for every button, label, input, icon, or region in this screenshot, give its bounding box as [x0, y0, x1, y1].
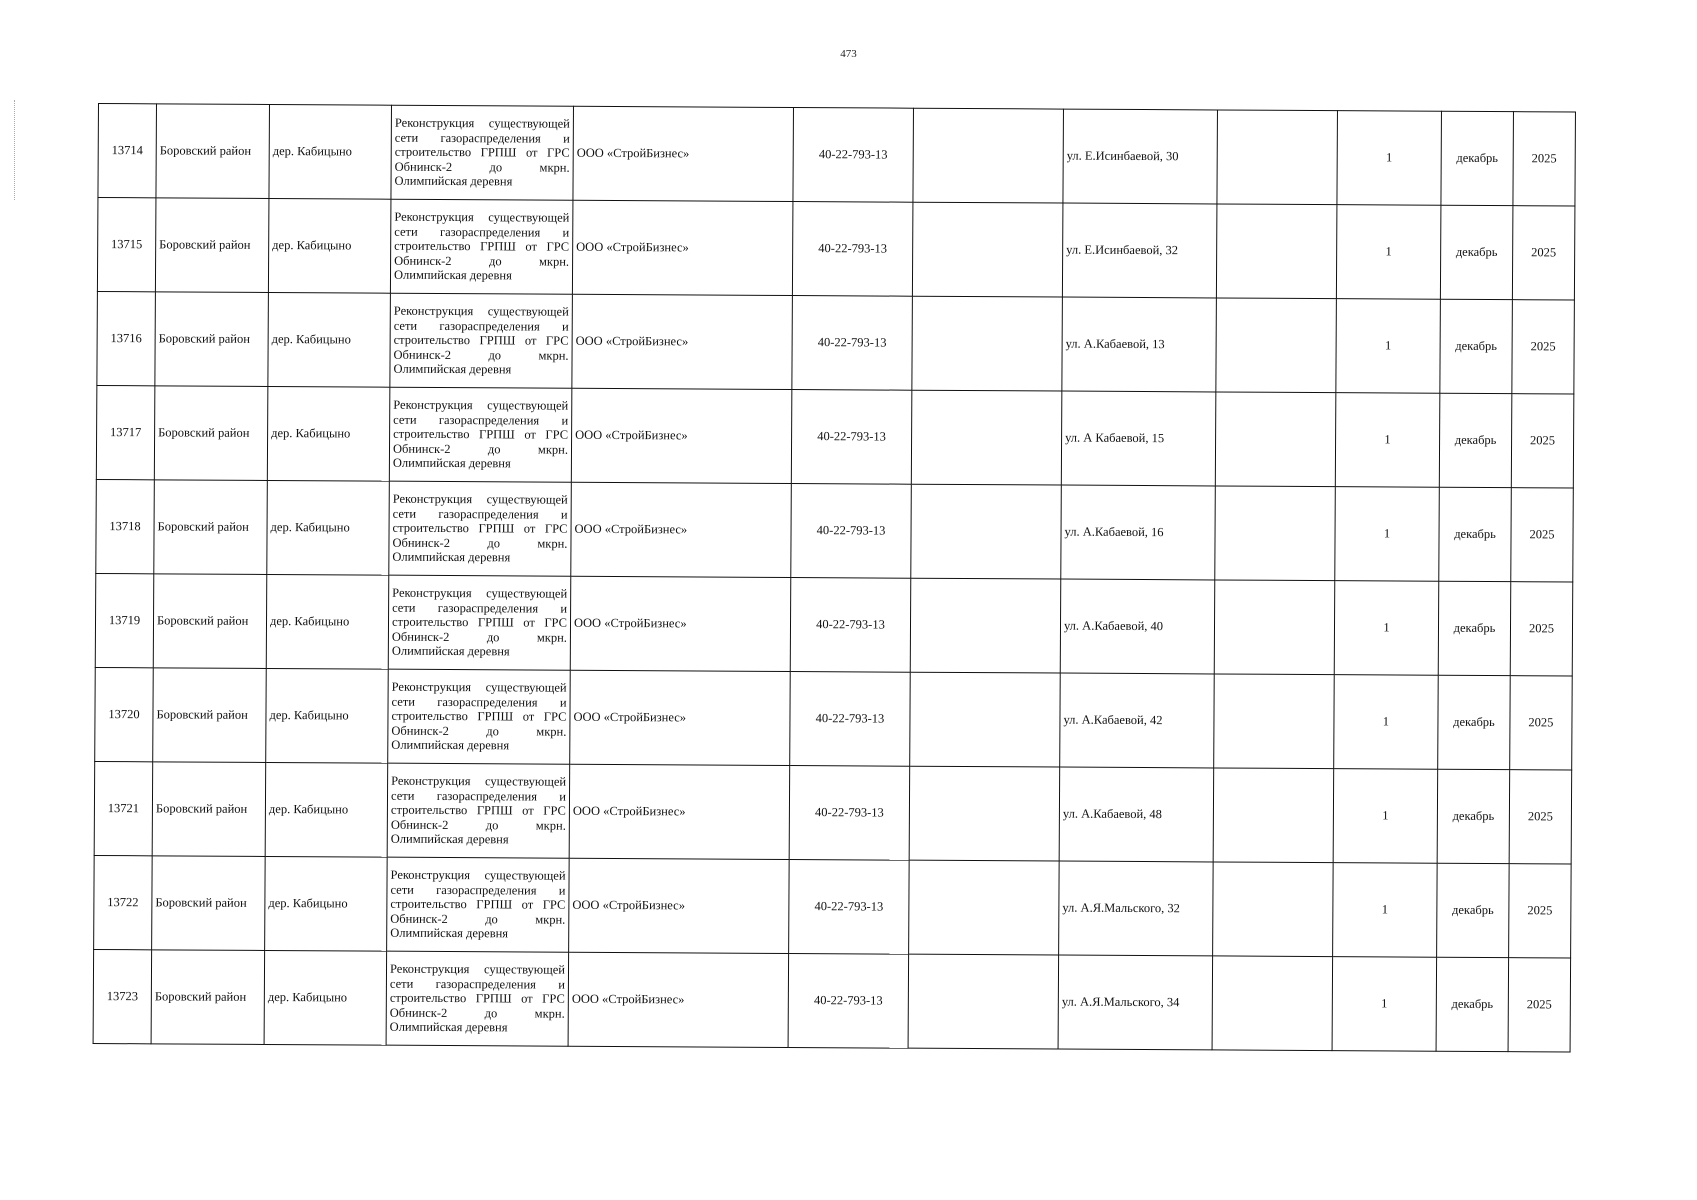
cell-id: 13716 [97, 291, 156, 385]
cell-organization: ООО «СтройБизнес» [572, 200, 793, 295]
cell-month: декабрь [1440, 299, 1513, 393]
cell-month: декабрь [1439, 393, 1512, 487]
cell-quantity: 1 [1332, 957, 1437, 1052]
cell-id: 13723 [93, 949, 152, 1043]
cell-quantity: 1 [1334, 581, 1439, 676]
cell-address: ул. А.Кабаевой, 48 [1059, 767, 1214, 862]
cell-organization: ООО «СтройБизнес» [572, 294, 793, 389]
cell-code: 40-22-793-13 [789, 859, 910, 954]
cell-village: дер. Кабицыно [269, 104, 392, 199]
cell-year: 2025 [1509, 770, 1572, 864]
table-row [93, 949, 1571, 1052]
cell-empty-b [1213, 862, 1334, 957]
cell-quantity: 1 [1335, 393, 1440, 488]
cell-district: Боровский район [154, 480, 268, 575]
cell-description: Реконструкция существующей сети газораспределения и строительство ГРПШ от ГРС Обнинск-2 до мкрн. Олимпийская деревня [391, 105, 574, 200]
cell-quantity: 1 [1334, 675, 1439, 770]
cell-empty-b [1215, 486, 1336, 581]
cell-id: 13715 [97, 198, 156, 292]
cell-empty-a [911, 484, 1062, 579]
cell-address: ул. А.Я.Мальского, 34 [1058, 955, 1213, 1050]
cell-district: Боровский район [151, 950, 265, 1045]
cell-district: Боровский район [155, 198, 269, 293]
cell-id: 13714 [98, 104, 157, 198]
cell-year: 2025 [1510, 582, 1573, 676]
cell-organization: ООО «СтройБизнес» [569, 764, 790, 859]
cell-month: декабрь [1438, 675, 1511, 769]
cell-village: дер. Кабицыно [265, 762, 388, 857]
cell-empty-a [910, 672, 1061, 767]
registry-table-container [93, 103, 1576, 1052]
cell-address: ул. А Кабаевой, 15 [1061, 391, 1216, 486]
cell-district: Боровский район [152, 856, 266, 951]
cell-village: дер. Кабицыно [266, 668, 389, 763]
table-row [97, 291, 1575, 394]
scan-margin-marks [14, 100, 17, 200]
cell-empty-a [913, 108, 1064, 203]
registry-table [93, 103, 1576, 1052]
cell-organization: ООО «СтройБизнес» [570, 670, 791, 765]
cell-district: Боровский район [155, 292, 269, 387]
cell-address: ул. А.Кабаевой, 16 [1061, 485, 1216, 580]
cell-village: дер. Кабицыно [268, 292, 391, 387]
cell-village: дер. Кабицыно [267, 386, 390, 481]
cell-description: Реконструкция существующей сети газораспределения и строительство ГРПШ от ГРС Обнинск-2 до мкрн. Олимпийская деревня [390, 199, 573, 294]
cell-description: Реконструкция существующей сети газораспределения и строительство ГРПШ от ГРС Обнинск-2 до мкрн. Олимпийская деревня [387, 763, 570, 858]
page-number: 473 [840, 48, 857, 60]
table-row [97, 198, 1575, 301]
cell-month: декабрь [1438, 581, 1511, 675]
cell-village: дер. Кабицыно [268, 198, 391, 293]
cell-organization: ООО «СтройБизнес» [573, 106, 794, 201]
cell-empty-b [1214, 674, 1335, 769]
cell-year: 2025 [1513, 112, 1576, 206]
cell-year: 2025 [1511, 394, 1574, 488]
cell-address: ул. Е.Исинбаевой, 32 [1062, 203, 1217, 298]
cell-id: 13717 [96, 385, 155, 479]
cell-empty-b [1216, 298, 1337, 393]
cell-district: Боровский район [156, 104, 270, 199]
cell-code: 40-22-793-13 [790, 671, 911, 766]
cell-code: 40-22-793-13 [792, 296, 913, 391]
cell-quantity: 1 [1337, 111, 1442, 206]
cell-organization: ООО «СтройБизнес» [571, 388, 792, 483]
cell-year: 2025 [1509, 864, 1572, 958]
cell-description: Реконструкция существующей сети газораспределения и строительство ГРПШ от ГРС Обнинск-2 до мкрн. Олимпийская деревня [388, 575, 571, 670]
cell-district: Боровский район [152, 762, 266, 857]
cell-empty-b [1216, 204, 1337, 299]
cell-village: дер. Кабицыно [264, 950, 387, 1045]
cell-village: дер. Кабицыно [267, 480, 390, 575]
cell-empty-a [909, 860, 1060, 955]
cell-description: Реконструкция существующей сети газораспределения и строительство ГРПШ от ГРС Обнинск-2 до мкрн. Олимпийская деревня [387, 857, 570, 952]
cell-description: Реконструкция существующей сети газораспределения и строительство ГРПШ от ГРС Обнинск-2 до мкрн. Олимпийская деревня [388, 669, 571, 764]
table-row [94, 761, 1572, 864]
cell-empty-b [1217, 110, 1338, 205]
cell-empty-b [1212, 956, 1333, 1051]
cell-quantity: 1 [1333, 863, 1438, 958]
cell-address: ул. А.Я.Мальского, 32 [1059, 861, 1214, 956]
cell-empty-a [912, 296, 1063, 391]
cell-id: 13721 [94, 761, 153, 855]
table-row [96, 385, 1574, 488]
cell-year: 2025 [1511, 488, 1574, 582]
cell-description: Реконструкция существующей сети газораспределения и строительство ГРПШ от ГРС Обнинск-2 до мкрн. Олимпийская деревня [386, 951, 569, 1046]
cell-code: 40-22-793-13 [791, 390, 912, 485]
cell-description: Реконструкция существующей сети газораспределения и строительство ГРПШ от ГРС Обнинск-2 до мкрн. Олимпийская деревня [390, 293, 573, 388]
cell-id: 13722 [94, 855, 153, 949]
cell-empty-a [909, 766, 1060, 861]
cell-empty-b [1215, 392, 1336, 487]
cell-month: декабрь [1437, 863, 1510, 957]
cell-empty-a [908, 954, 1059, 1049]
cell-empty-b [1213, 768, 1334, 863]
table-row [98, 104, 1576, 207]
cell-empty-a [912, 202, 1063, 297]
cell-year: 2025 [1510, 676, 1573, 770]
cell-month: декабрь [1437, 769, 1510, 863]
cell-district: Боровский район [154, 386, 268, 481]
cell-year: 2025 [1512, 206, 1575, 300]
cell-code: 40-22-793-13 [788, 953, 909, 1048]
cell-address: ул. А.Кабаевой, 40 [1060, 579, 1215, 674]
cell-organization: ООО «СтройБизнес» [569, 858, 790, 953]
cell-quantity: 1 [1333, 769, 1438, 864]
cell-quantity: 1 [1336, 205, 1441, 300]
table-row [95, 573, 1573, 676]
table-row [95, 667, 1573, 770]
cell-village: дер. Кабицыно [265, 856, 388, 951]
table-row [94, 855, 1572, 958]
cell-code: 40-22-793-13 [789, 765, 910, 860]
cell-village: дер. Кабицыно [266, 574, 389, 669]
cell-empty-a [910, 578, 1061, 673]
registry-rows [93, 104, 1575, 1052]
cell-year: 2025 [1508, 958, 1571, 1052]
cell-month: декабрь [1436, 957, 1509, 1051]
cell-id: 13718 [96, 479, 155, 573]
cell-code: 40-22-793-13 [793, 108, 914, 203]
cell-year: 2025 [1512, 300, 1575, 394]
cell-district: Боровский район [153, 668, 267, 763]
cell-quantity: 1 [1335, 487, 1440, 582]
cell-month: декабрь [1439, 487, 1512, 581]
cell-quantity: 1 [1336, 299, 1441, 394]
cell-id: 13719 [95, 573, 154, 667]
cell-code: 40-22-793-13 [790, 577, 911, 672]
cell-address: ул. А.Кабаевой, 42 [1060, 673, 1215, 768]
table-row [96, 479, 1574, 582]
cell-description: Реконструкция существующей сети газораспределения и строительство ГРПШ от ГРС Обнинск-2 до мкрн. Олимпийская деревня [389, 387, 572, 482]
cell-organization: ООО «СтройБизнес» [568, 952, 789, 1047]
cell-organization: ООО «СтройБизнес» [570, 576, 791, 671]
cell-code: 40-22-793-13 [792, 202, 913, 297]
cell-empty-b [1214, 580, 1335, 675]
cell-id: 13720 [95, 667, 154, 761]
cell-empty-a [911, 390, 1062, 485]
cell-organization: ООО «СтройБизнес» [571, 482, 792, 577]
cell-address: ул. А.Кабаевой, 13 [1062, 297, 1217, 392]
cell-month: декабрь [1441, 111, 1514, 205]
cell-code: 40-22-793-13 [791, 483, 912, 578]
cell-description: Реконструкция существующей сети газораспределения и строительство ГРПШ от ГРС Обнинск-2 до мкрн. Олимпийская деревня [389, 481, 572, 576]
cell-district: Боровский район [153, 574, 267, 669]
cell-month: декабрь [1440, 205, 1513, 299]
cell-address: ул. Е.Исинбаевой, 30 [1063, 109, 1218, 204]
